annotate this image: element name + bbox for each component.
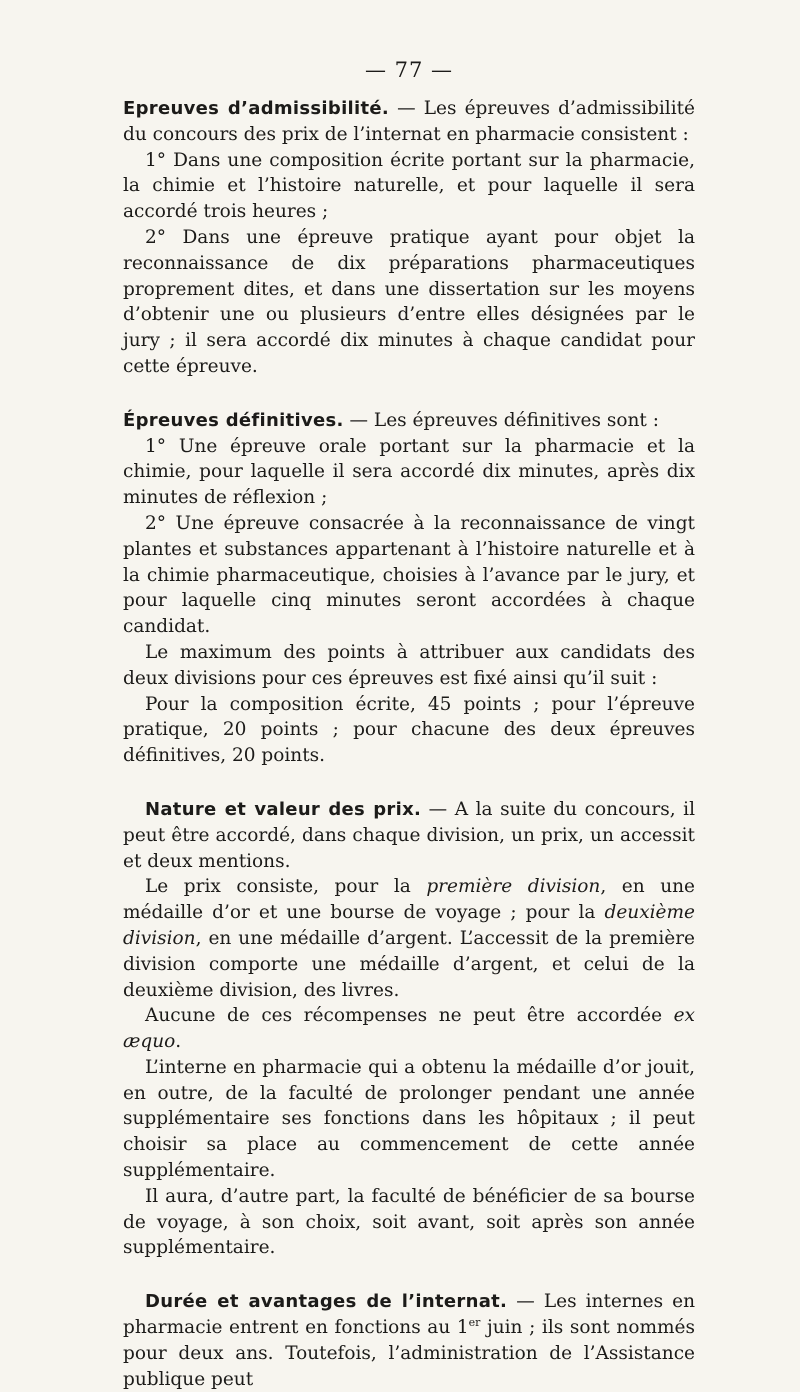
italic-text: deuxième division [123,902,695,949]
paragraph [123,434,695,511]
paragraph [123,1184,695,1261]
text-run: , en une médaille d’argent. L’accessit de la première division comporte une médaille d’argent, et celui de la deuxième division, des livres. [123,927,695,1001]
section [123,1289,695,1392]
text-run: juin ; ils sont nommés pour deux ans. Toutefois, l’administration de l’Assistance publique peut [123,1317,695,1390]
text-run: — Les épreuves définitives sont : [343,409,659,431]
paragraph [123,1289,695,1392]
section-heading: Nature et valeur des prix. [145,798,422,820]
text-run: . [175,1031,182,1053]
paragraph [123,96,695,148]
text-run: Pour la composition écrite, 45 points ; pour l’épreuve pratique, 20 points ; pour chacune des deux épreuves définitives, 20 points. [123,693,695,767]
paragraph [123,511,695,640]
text-run: Le prix consiste, pour la [145,876,427,898]
paragraph [123,692,695,769]
section [123,96,695,380]
text-run: 2° Une épreuve consacrée à la reconnaissance de vingt plantes et substances appartenant à l’histoire naturelle et à la chimie pharmaceutique, choisies à l’avance par le jury, et pour laquelle cinq minutes seront accordées à chaque candidat. [123,512,695,638]
section-heading: Épreuves définitives. [123,409,344,431]
text-run: 1° Dans une composition écrite portant sur la pharmacie, la chimie et l’histoire naturelle, et pour laquelle il sera accordé trois heures ; [123,149,695,223]
italic-text: première division [426,876,601,898]
text-run: 2° Dans une épreuve pratique ayant pour objet la reconnaissance de dix préparations pharmaceutiques proprement dites, et dans une dissertation sur les moyens d’obtenir une ou plusieurs d’entre elles désignées par le jury ; il sera accordé dix minutes à chaque candidat pour cette épreuve. [123,226,695,377]
paragraph [123,874,695,1003]
page-number: — 77 — [364,58,454,82]
text-run: 1° Une épreuve orale portant sur la pharmacie et la chimie, pour laquelle il sera accordé dix minutes, après dix minutes de réflexion ; [123,435,695,509]
section-heading: Epreuves d’admissibilité. [123,98,390,119]
text-run: — A la suite du concours, il peut être accordé, dans chaque division, un prix, un accessit et deux mentions. [123,798,695,872]
paragraph [123,640,695,692]
paragraph [123,225,695,380]
section [123,408,695,769]
paragraph [123,148,695,225]
text-run: Le maximum des points à attribuer aux candidats des deux divisions pour ces épreuves est fixé ainsi qu’il suit : [123,641,695,689]
text-run: Il aura, d’autre part, la faculté de bénéficier de sa bourse de voyage, à son choix, soit avant, soit après son année supplémentaire. [123,1185,695,1259]
paragraph [123,797,695,874]
text-run: , en une médaille d’or et une bourse de voyage ; pour la [123,876,695,924]
page-body [123,96,695,1392]
text-run: Aucune de ces récompenses ne peut être accordée [145,1005,674,1027]
text-run: — Les internes en pharmacie entrent en fonctions au 1 [123,1291,695,1339]
superscript: er [468,1315,481,1329]
paragraph [123,1055,695,1184]
italic-text: ex æquo [123,1005,695,1053]
section [123,797,695,1261]
text-run: L’interne en pharmacie qui a obtenu la médaille d’or jouit, en outre, de la faculté de prolonger pendant une année supplémentaire ses fonctions dans les hôpitaux ; il peut choisir sa place au commencement de cette année supplémentaire. [123,1056,695,1182]
paragraph [123,408,695,434]
text-run: — Les épreuves d’admissibilité du concours des prix de l’internat en pharmacie consistent : [123,98,695,145]
section-heading: Durée et avantages de l’internat. [145,1291,508,1313]
paragraph [123,1003,695,1055]
